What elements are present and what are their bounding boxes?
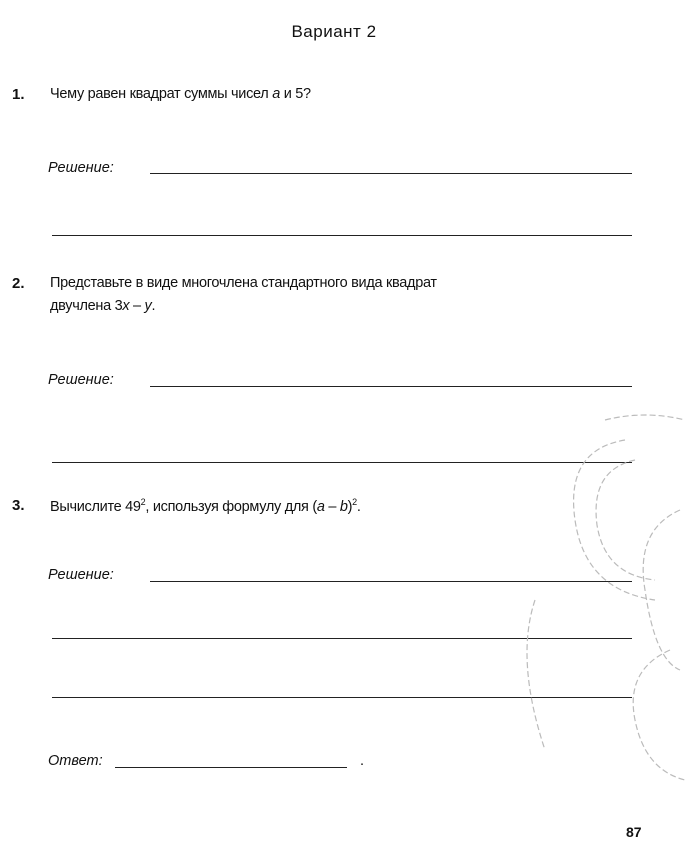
variant-title: Вариант 2 <box>291 22 377 41</box>
question-3-text <box>50 497 361 515</box>
text: и 5? <box>279 86 311 102</box>
final-answer-line[interactable] <box>115 767 347 768</box>
text: – <box>324 498 340 515</box>
variable: b <box>339 498 348 515</box>
variable: y <box>144 298 152 314</box>
answer-line[interactable] <box>150 173 632 174</box>
answer-label: Ответ: <box>48 753 103 769</box>
decorative-swirl-icon <box>505 400 685 820</box>
solution-label: Решение: <box>48 372 114 388</box>
text: , используя формулу для ( <box>145 498 317 515</box>
text: Вычислите 49 <box>50 498 141 515</box>
page-number: 87 <box>626 824 642 840</box>
variable: a <box>316 498 325 515</box>
question-2-text-line1: Представьте в виде многочлена стандартного вида квадрат <box>50 275 437 291</box>
text: – <box>129 298 145 314</box>
text: Чему равен квадрат суммы чисел <box>50 86 273 102</box>
text: ) <box>347 498 353 515</box>
question-3-number: 3. <box>12 497 25 514</box>
answer-line[interactable] <box>150 386 632 387</box>
text: . <box>356 498 361 515</box>
question-1-text <box>50 86 311 102</box>
superscript: 2 <box>352 497 357 507</box>
solution-label: Решение: <box>48 567 114 583</box>
variable: x <box>122 298 130 314</box>
superscript: 2 <box>140 497 146 507</box>
question-1-number: 1. <box>12 86 25 103</box>
answer-line[interactable] <box>52 235 632 236</box>
question-2-text-line2 <box>50 298 155 314</box>
solution-label: Решение: <box>48 160 114 176</box>
answer-dot: . <box>360 753 364 769</box>
text: двучлена 3 <box>50 298 123 314</box>
text: . <box>151 298 156 314</box>
question-2-number: 2. <box>12 275 25 292</box>
variable: a <box>272 86 280 102</box>
